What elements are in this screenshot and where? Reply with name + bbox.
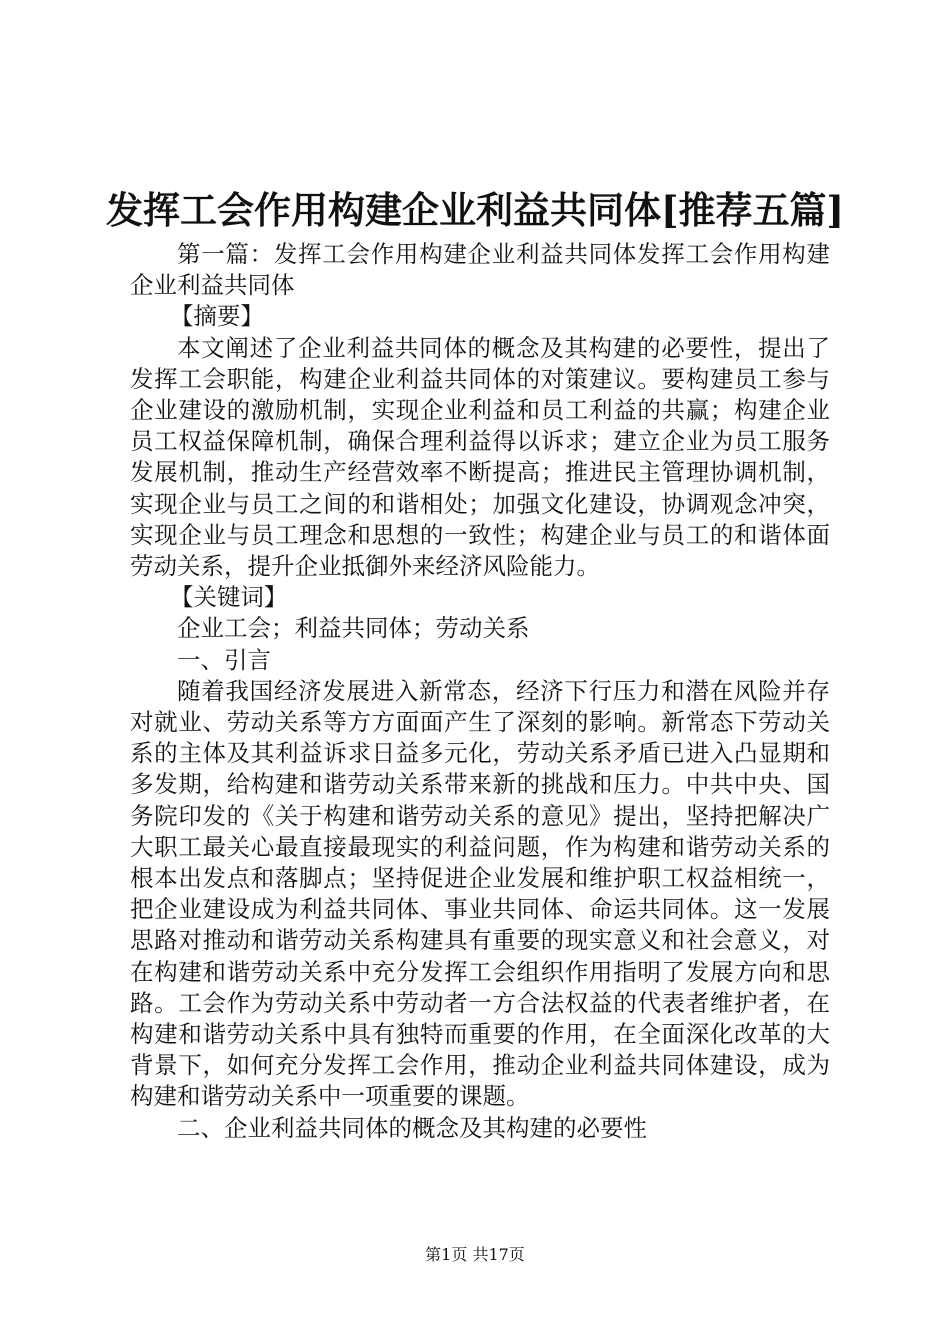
document-body [130, 239, 830, 1144]
introduction-paragraph: 随着我国经济发展进入新常态，经济下行压力和潜在风险并存对就业、劳动关系等方方面面产生了深刻的影响。新常态下劳动关系的主体及其利益诉求日益多元化，劳动关系矛盾已进入凸显期和多发期，给构建和谐劳动关系带来新的挑战和压力。中共中央、国务院印发的《关于构建和谐劳动关系的意见》提出，坚持把解决广大职工最关心最直接最现实的利益问题，作为构建和谐劳动关系的根本出发点和落脚点；坚持促进企业发展和维护职工权益相统一，把企业建设成为利益共同体、事业共同体、命运共同体。这一发展思路对推动和谐劳动关系构建具有重要的现实意义和社会意义，对在构建和谐劳动关系中充分发挥工会组织作用指明了发展方向和思路。工会作为劳动关系中劳动者一方合法权益的代表者维护者，在构建和谐劳动关系中具有独特而重要的作用，在全面深化改革的大背景下，如何充分发挥工会作用，推动企业利益共同体建设，成为构建和谐劳动关系中一项重要的课题。 [130, 676, 830, 1111]
keywords-paragraph: 企业工会；利益共同体；劳动关系 [177, 614, 530, 643]
document-title: 发挥工会作用构建企业利益共同体[推荐五篇] [105, 188, 844, 232]
abstract-paragraph: 本文阐述了企业利益共同体的概念及其构建的必要性，提出了发挥工会职能，构建企业利益共同体的对策建议。要构建员工参与企业建设的激励机制，实现企业利益和员工利益的共赢；构建企业员工权益保障机制，确保合理利益得以诉求；建立企业为员工服务发展机制，推动生产经营效率不断提高；推进民主管理协调机制，实现企业与员工之间的和谐相处；加强文化建设，协调观念冲突，实现企业与员工理念和思想的一致性；构建企业与员工的和谐体面劳动关系，提升企业抵御外来经济风险能力。 [130, 333, 830, 581]
section-heading-concept: 二、企业利益共同体的概念及其构建的必要性 [177, 1113, 647, 1142]
page-indicator: 第1页 共17页 [425, 1245, 525, 1264]
section-heading-introduction: 一、引言 [177, 645, 271, 674]
abstract-label: 【摘要】 [169, 302, 264, 331]
paragraph-part-heading: 第一篇：发挥工会作用构建企业利益共同体发挥工会作用构建企业利益共同体 [130, 240, 830, 300]
keywords-label: 【关键词】 [169, 583, 288, 612]
